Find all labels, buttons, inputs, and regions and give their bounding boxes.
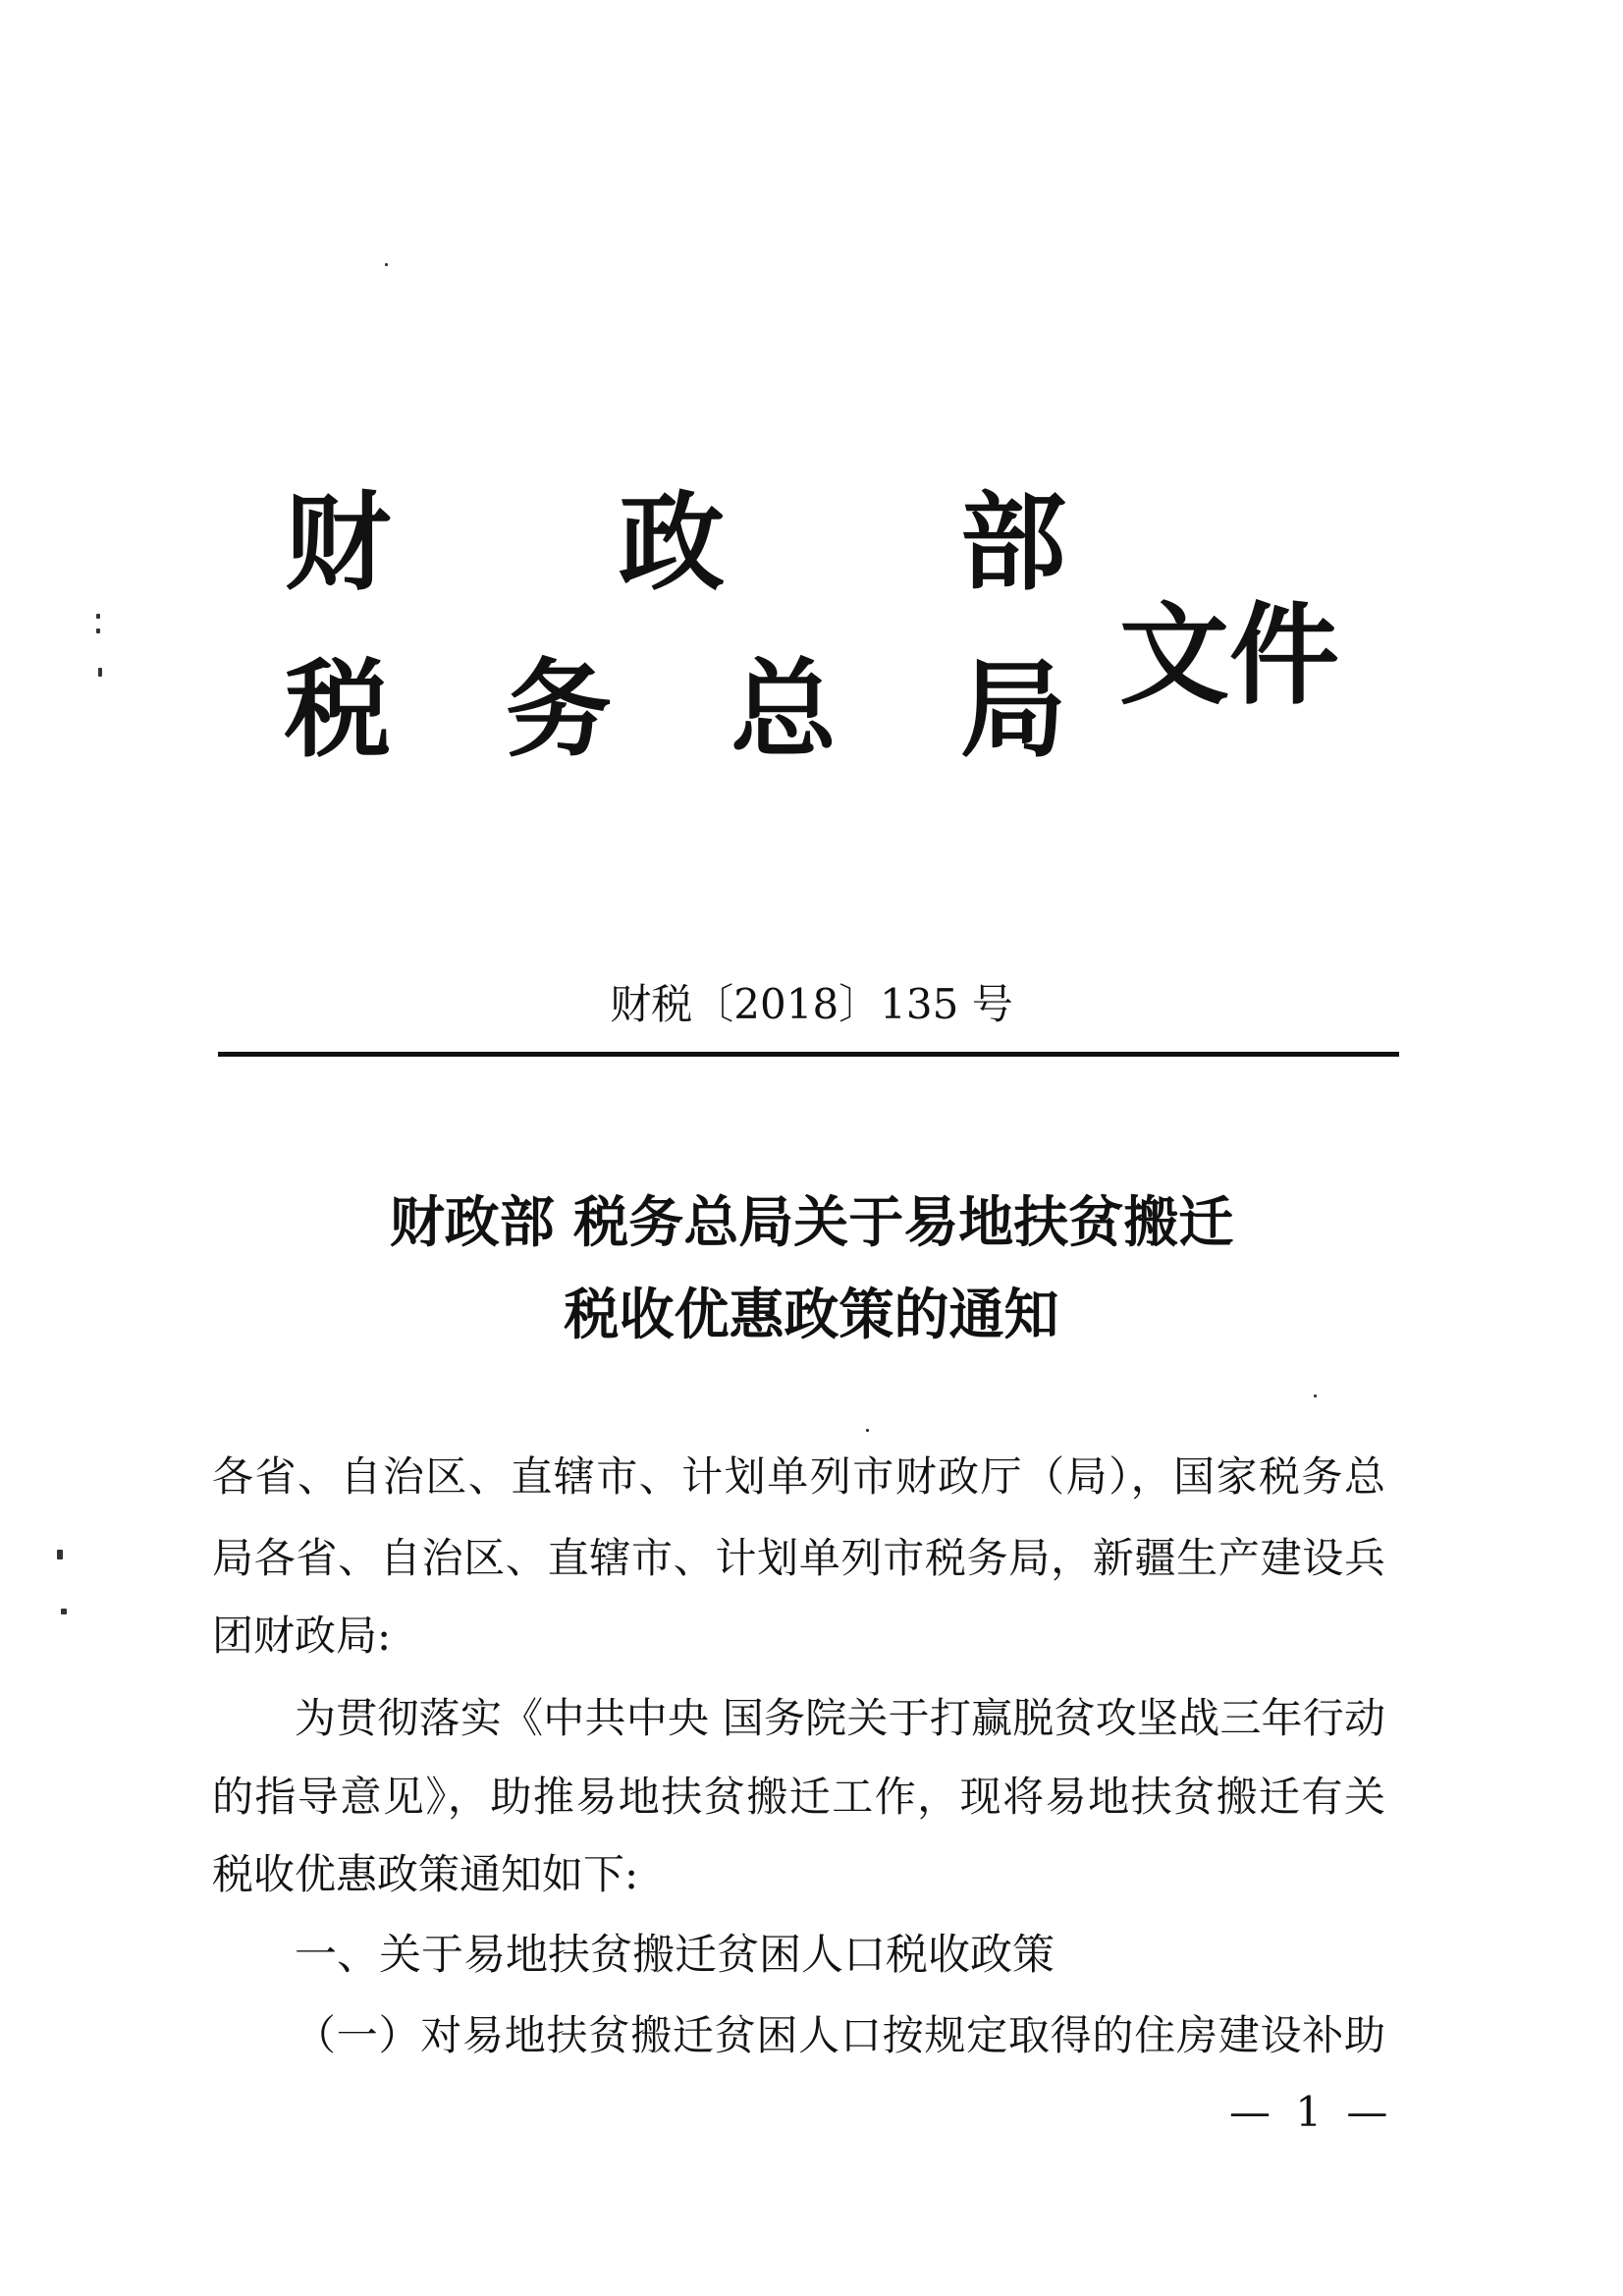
body-line: 税收优惠政策通知如下: (212, 1850, 639, 1898)
body-line: 团财政局: (212, 1612, 392, 1660)
org-char: 部 (960, 482, 1067, 605)
body-line: 各省、自治区、直辖市、计划单列市财政厅（局），国家税务总 (212, 1452, 1385, 1501)
title-line-2: 税收优惠政策的通知 (564, 1284, 1059, 1347)
title-line-1: 财政部 税务总局关于易地扶贫搬迁 (389, 1191, 1234, 1255)
scan-speck (1314, 1394, 1317, 1397)
scan-speck (385, 263, 388, 266)
body-line: 局各省、自治区、直辖市、计划单列市税务局，新疆生产建设兵 (212, 1534, 1385, 1582)
org-char: 务 (506, 649, 613, 772)
document-number: 财税〔2018〕135 号 (610, 980, 1013, 1028)
page-number: — 1 — (1229, 2088, 1394, 2136)
org-char: 税 (285, 649, 392, 772)
body-line: （一）对易地扶贫搬迁贫困人口按规定取得的住房建设补助 (295, 2011, 1385, 2059)
header-rule (218, 1052, 1399, 1057)
scan-speck (61, 1609, 67, 1614)
scan-speck (57, 1550, 63, 1559)
scan-speck (96, 614, 100, 619)
body-line: 为贯彻落实《中共中央 国务院关于打赢脱贫攻坚战三年行动 (295, 1694, 1385, 1742)
org-char: 财 (285, 482, 392, 605)
scan-speck (98, 668, 102, 677)
body-line: 的指导意见》，助推易地扶贫搬迁工作，现将易地扶贫搬迁有关 (212, 1773, 1385, 1821)
org-char: 局 (960, 649, 1067, 772)
scan-speck (96, 629, 100, 633)
section-heading: 一、关于易地扶贫搬迁贫困人口税收政策 (295, 1931, 1055, 1980)
org-char: 政 (619, 482, 726, 605)
scan-speck (866, 1429, 869, 1432)
org-char: 总 (730, 649, 838, 772)
doc-type-label: 文件 (1119, 592, 1339, 720)
